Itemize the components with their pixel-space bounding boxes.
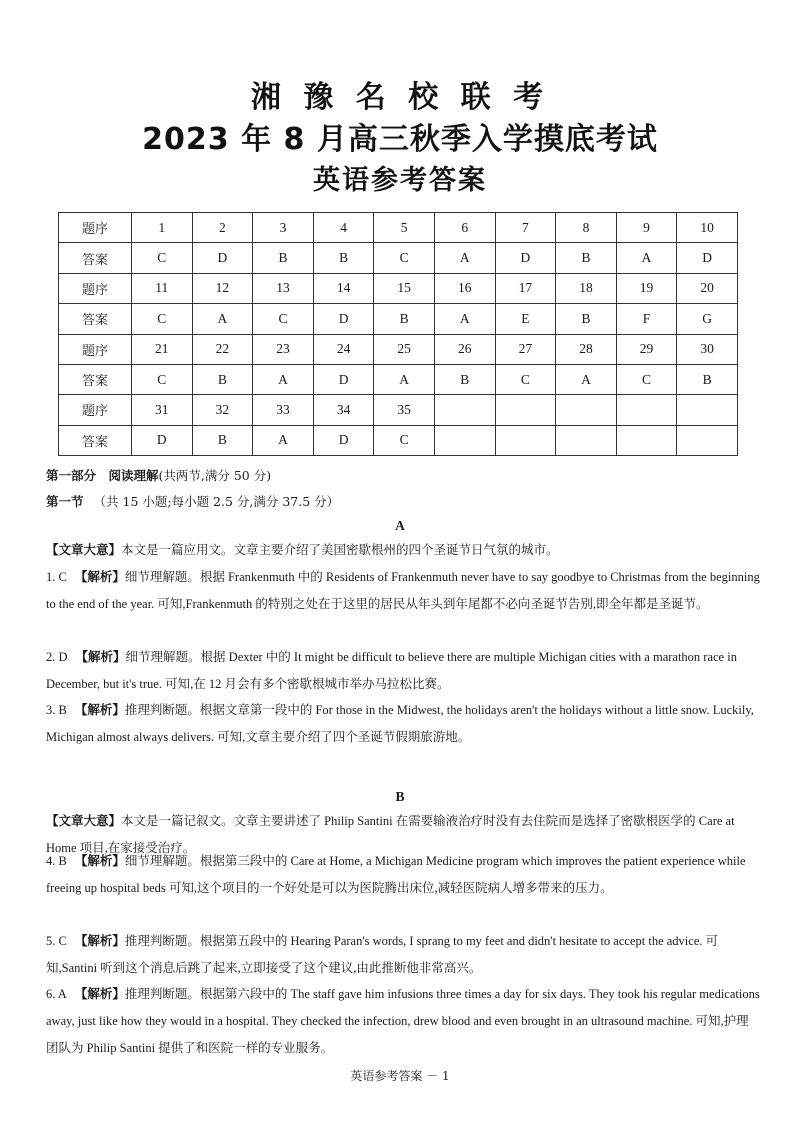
answer-cell: A: [192, 304, 253, 334]
item-number: 1. C: [46, 570, 67, 584]
question-number-cell: 7: [495, 213, 556, 243]
answer-cell: C: [132, 304, 193, 334]
page-footer: 英语参考答案 － 1: [350, 1069, 450, 1083]
answer-row: [59, 243, 738, 273]
analysis-tag: 【解析】: [74, 987, 125, 1001]
question-number-cell: [434, 395, 495, 425]
passage-a-summary: [46, 537, 760, 564]
question-number-cell: 24: [313, 334, 374, 364]
question-number-cell: [616, 395, 677, 425]
question-number-cell: 1: [132, 213, 193, 243]
row-label: 题序: [59, 334, 132, 364]
answer-cell: [616, 425, 677, 455]
answer-row: [59, 304, 738, 334]
question-number-cell: 2: [192, 213, 253, 243]
answer-cell: B: [556, 304, 617, 334]
answer-cell: B: [556, 243, 617, 273]
item-number: 6. A: [46, 987, 67, 1001]
analysis-tag: 【解析】: [75, 650, 126, 664]
answer-cell: B: [253, 243, 314, 273]
answer-cell: C: [132, 243, 193, 273]
answer-cell: C: [132, 364, 193, 394]
row-label: 答案: [59, 425, 132, 455]
answer-key-title: 英语参考答案: [313, 165, 487, 196]
question-number-cell: 9: [616, 213, 677, 243]
question-number-cell: 30: [677, 334, 738, 364]
analysis-tag: 【解析】: [74, 934, 125, 948]
question-number-cell: 22: [192, 334, 253, 364]
answer-table: [58, 212, 738, 456]
passage-b-heading: B: [395, 789, 405, 804]
row-label: 题序: [59, 395, 132, 425]
question-number-cell: 26: [434, 334, 495, 364]
item-number: 3. B: [46, 703, 67, 717]
answer-cell: A: [253, 364, 314, 394]
question-number-cell: [677, 395, 738, 425]
analysis-tag: 【解析】: [74, 570, 125, 584]
question-number-cell: 28: [556, 334, 617, 364]
answer-cell: [677, 425, 738, 455]
question-number-cell: 13: [253, 273, 314, 303]
answer-cell: B: [313, 243, 374, 273]
question-number-cell: 23: [253, 334, 314, 364]
answer-cell: B: [192, 364, 253, 394]
answer-cell: D: [313, 425, 374, 455]
question-number-cell: 27: [495, 334, 556, 364]
question-number-row: [59, 395, 738, 425]
question-number-cell: 6: [434, 213, 495, 243]
answer-cell: G: [677, 304, 738, 334]
summary-tag: 【文章大意】: [46, 543, 122, 557]
answer-cell: C: [616, 364, 677, 394]
exam-union-title: 湘 豫 名 校 联 考: [250, 80, 550, 115]
answer-cell: A: [556, 364, 617, 394]
analysis-text: 细节理解题。根据 Dexter 中的 It might be difficult to believe there are multiple Michigan cities with a marathon race in December, but it's true. 可知,在 12 月会有多个密歇根城市举办马拉松比赛。: [46, 650, 737, 691]
question-number-cell: 31: [132, 395, 193, 425]
answer-cell: D: [313, 304, 374, 334]
summary-text: 本文是一篇记叙文。文章主要讲述了 Philip Santini 在需要输液治疗时没有去住院而是选择了密歇根医学的 Care at Home 项目,在家接受治疗。: [46, 814, 735, 855]
answer-cell: C: [374, 425, 435, 455]
answer-cell: C: [495, 364, 556, 394]
answer-cell: B: [374, 304, 435, 334]
part-1-title: 第一节: [46, 494, 84, 509]
summary-text: 本文是一篇应用文。文章主要介绍了美国密歇根州的四个圣诞节日气氛的城市。: [121, 543, 559, 557]
question-number-cell: 8: [556, 213, 617, 243]
answer-explanation: [46, 981, 760, 1062]
analysis-text: 推理判断题。根据第六段中的 The staff gave him infusions three times a day for six days. They took his regular medications away, just like how they would in a hospital. They checked the infection, drew blood and even brought in an ultrasound machine. 可知,护理团队为 Philip Santini 提供了和医院一样的专业服务。: [46, 987, 760, 1055]
summary-tag: 【文章大意】: [46, 814, 122, 828]
question-number-cell: 16: [434, 273, 495, 303]
question-number-cell: [495, 395, 556, 425]
analysis-text: 细节理解题。根据 Frankenmuth 中的 Residents of Frankenmuth never have to say goodbye to Christmas from the beginning to the end of the year. 可知,Frankenmuth 的特别之处在于这里的居民从年头到年尾都不必向圣诞节告别,即全年都是圣诞节。: [46, 570, 760, 611]
question-number-cell: 34: [313, 395, 374, 425]
item-number: 4. B: [46, 854, 67, 868]
answer-cell: B: [192, 425, 253, 455]
row-label: 题序: [59, 213, 132, 243]
item-number: 2. D: [46, 650, 68, 664]
section-1-title: 第一部分 阅读理解: [46, 468, 159, 483]
question-number-cell: 14: [313, 273, 374, 303]
question-number-cell: 3: [253, 213, 314, 243]
answer-cell: A: [434, 304, 495, 334]
row-label: 答案: [59, 304, 132, 334]
answer-cell: D: [132, 425, 193, 455]
answer-explanation: [46, 928, 760, 982]
question-number-cell: 11: [132, 273, 193, 303]
question-number-cell: 25: [374, 334, 435, 364]
question-number-cell: 4: [313, 213, 374, 243]
answer-row: [59, 364, 738, 394]
analysis-text: 细节理解题。根据第三段中的 Care at Home, a Michigan Medicine program which improves the patient experience while freeing up hospital beds 可知,这个项目的一个好处是可以为医院腾出床位,减轻医院病人增多带来的压力。: [46, 854, 746, 895]
part-1-heading: [46, 492, 339, 510]
item-number: 5. C: [46, 934, 67, 948]
answer-cell: A: [616, 243, 677, 273]
answer-cell: D: [313, 364, 374, 394]
question-number-cell: 15: [374, 273, 435, 303]
exam-name-title: 2023 年 8 月高三秋季入学摸底考试: [142, 122, 658, 157]
part-1-note: （共 15 小题;每小题 2.5 分,满分 37.5 分）: [93, 494, 340, 509]
answer-cell: F: [616, 304, 677, 334]
question-number-row: [59, 273, 738, 303]
answer-row: [59, 425, 738, 455]
question-number-cell: 21: [132, 334, 193, 364]
answer-cell: E: [495, 304, 556, 334]
analysis-text: 推理判断题。根据文章第一段中的 For those in the Midwest, the holidays aren't the holidays without a little snow. Luckily, Michigan almost always delivers. 可知,文章主要介绍了四个圣诞节假期旅游地。: [46, 703, 754, 744]
answer-cell: B: [434, 364, 495, 394]
analysis-tag: 【解析】: [74, 854, 125, 868]
question-number-cell: 20: [677, 273, 738, 303]
row-label: 答案: [59, 243, 132, 273]
answer-explanation: [46, 644, 760, 698]
answer-cell: A: [253, 425, 314, 455]
question-number-row: [59, 334, 738, 364]
answer-cell: A: [374, 364, 435, 394]
answer-cell: B: [677, 364, 738, 394]
answer-cell: D: [192, 243, 253, 273]
section-1-note: (共两节,满分 50 分): [158, 468, 272, 483]
section-1-heading: [46, 466, 271, 484]
answer-explanation: [46, 848, 760, 902]
question-number-cell: 19: [616, 273, 677, 303]
answer-cell: C: [253, 304, 314, 334]
answer-cell: [556, 425, 617, 455]
question-number-cell: 33: [253, 395, 314, 425]
passage-a-heading: A: [395, 518, 405, 533]
question-number-cell: 18: [556, 273, 617, 303]
answer-cell: D: [495, 243, 556, 273]
analysis-text: 推理判断题。根据第五段中的 Hearing Paran's words, I sprang to my feet and didn't hesitate to accept the advice. 可知,Santini 听到这个消息后跳了起来,立即接受了这个建议,由此推断他非常高兴。: [46, 934, 719, 975]
answer-cell: A: [434, 243, 495, 273]
analysis-tag: 【解析】: [74, 703, 125, 717]
question-number-cell: 35: [374, 395, 435, 425]
answer-cell: D: [677, 243, 738, 273]
question-number-cell: 12: [192, 273, 253, 303]
answer-cell: [495, 425, 556, 455]
answer-cell: C: [374, 243, 435, 273]
row-label: 题序: [59, 273, 132, 303]
question-number-cell: 29: [616, 334, 677, 364]
answer-explanation: [46, 564, 760, 618]
answer-explanation: [46, 697, 760, 751]
question-number-row: [59, 213, 738, 243]
question-number-cell: [556, 395, 617, 425]
answer-cell: [434, 425, 495, 455]
row-label: 答案: [59, 364, 132, 394]
question-number-cell: 32: [192, 395, 253, 425]
question-number-cell: 10: [677, 213, 738, 243]
question-number-cell: 17: [495, 273, 556, 303]
question-number-cell: 5: [374, 213, 435, 243]
